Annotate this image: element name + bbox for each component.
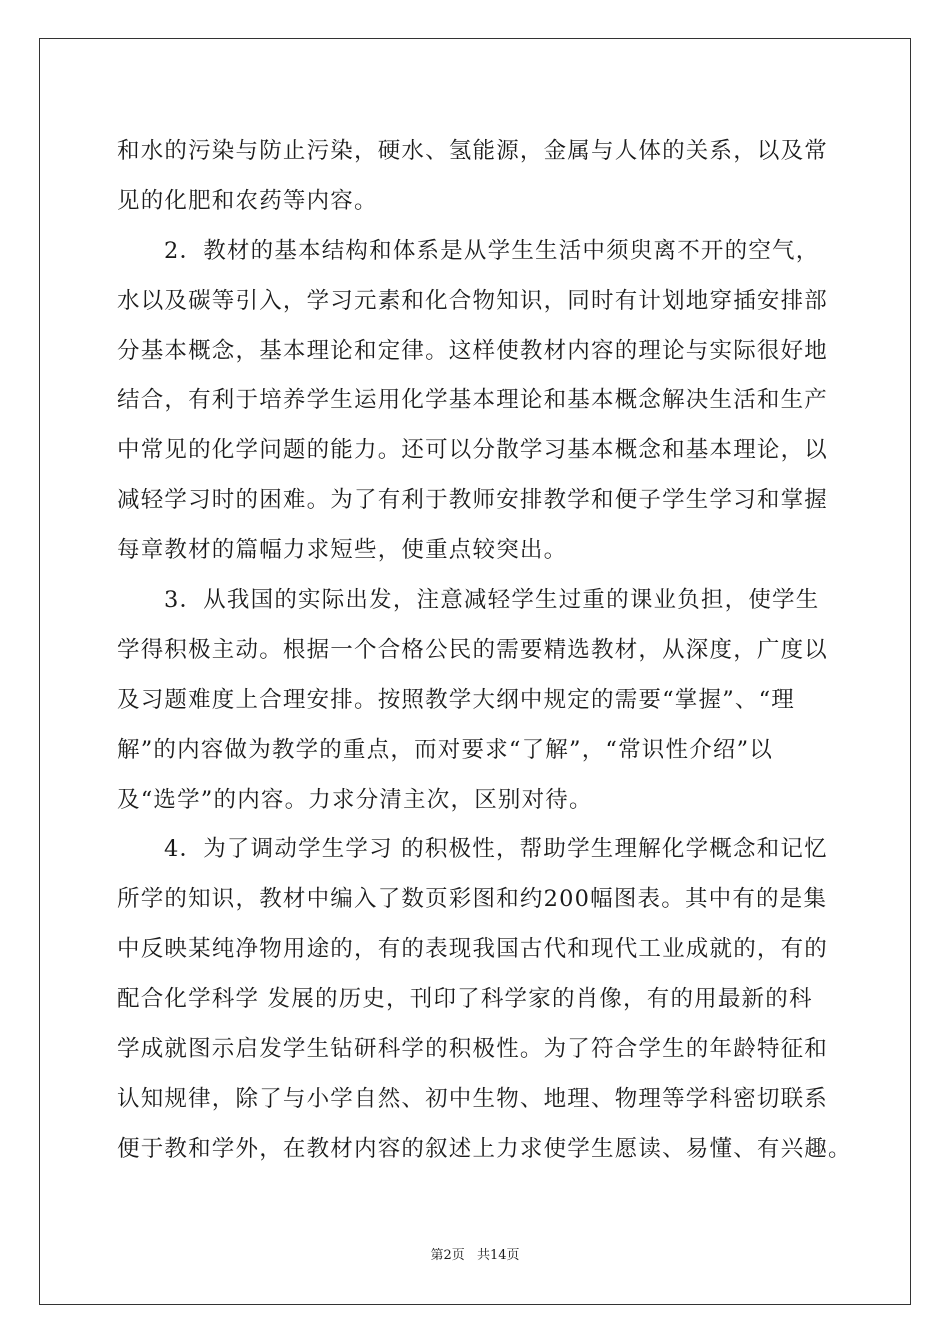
paragraph-start-4: 4．为了调动学生学习 的积极性，帮助学生理解化学概念和记忆 bbox=[164, 836, 828, 863]
text-line: 及“选学”的内容。力求分清主次，区别对待。 bbox=[117, 786, 593, 813]
text-line: 解”的内容做为教学的重点，而对要求“了解”，“常识性介绍”以 bbox=[117, 736, 774, 763]
text-line: 认知规律，除了与小学自然、初中生物、地理、物理等学科密切联系 bbox=[117, 1085, 829, 1112]
text-line: 结合，有利于培养学生运用化学基本理论和基本概念解决生活和生产 bbox=[117, 387, 829, 414]
text-line: 便于教和学外，在教材内容的叙述上力求使学生愿读、易懂、有兴趣。 bbox=[117, 1135, 852, 1162]
page-number: 第2页 bbox=[430, 1248, 465, 1263]
text-line: 中常见的化学问题的能力。还可以分散学习基本概念和基本理论，以 bbox=[117, 437, 829, 464]
text-line: 分基本概念，基本理论和定律。这样使教材内容的理论与实际很好地 bbox=[117, 337, 829, 364]
paragraph-start-3: 3．从我国的实际出发，注意减轻学生过重的课业负担，使学生 bbox=[164, 587, 820, 614]
text-line: 学成就图示启发学生钻研科学的积极性。为了符合学生的年龄特征和 bbox=[117, 1036, 829, 1063]
text-line: 和水的污染与防止污染，硬水、氢能源，金属与人体的关系，以及常 bbox=[117, 138, 829, 164]
text-line: 学得积极主动。根据一个合格公民的需要精选教材，从深度，广度以 bbox=[117, 636, 829, 663]
page-total: 共14页 bbox=[476, 1248, 520, 1263]
document-body bbox=[117, 127, 852, 1175]
text-line: 中反映某纯净物用途的，有的表现我国古代和现代工业成就的，有的 bbox=[117, 936, 829, 963]
text-line: 减轻学习时的困难。为了有利于教师安排教学和便子学生学习和掌握 bbox=[117, 487, 829, 514]
page-footer bbox=[0, 1244, 950, 1263]
text-line: 配合化学科学 发展的历史，刊印了科学家的肖像，有的用最新的科 bbox=[117, 986, 813, 1013]
text-line: 见的化肥和农药等内容。 bbox=[117, 187, 378, 214]
text-line: 水以及碳等引入，学习元素和化合物知识，同时有计划地穿插安排部 bbox=[117, 287, 829, 314]
text-line: 每章教材的篇幅力求短些，使重点较突出。 bbox=[117, 537, 568, 564]
text-line: 所学的知识，教材中编入了数页彩图和约200幅图表。其中有的是集 bbox=[117, 886, 828, 913]
text-line: 及习题难度上合理安排。按照教学大纲中规定的需要“掌握”、“理 bbox=[117, 686, 796, 713]
paragraph-start-2: 2．教材的基本结构和体系是从学生生活中须臾离不开的空气， bbox=[164, 237, 820, 264]
